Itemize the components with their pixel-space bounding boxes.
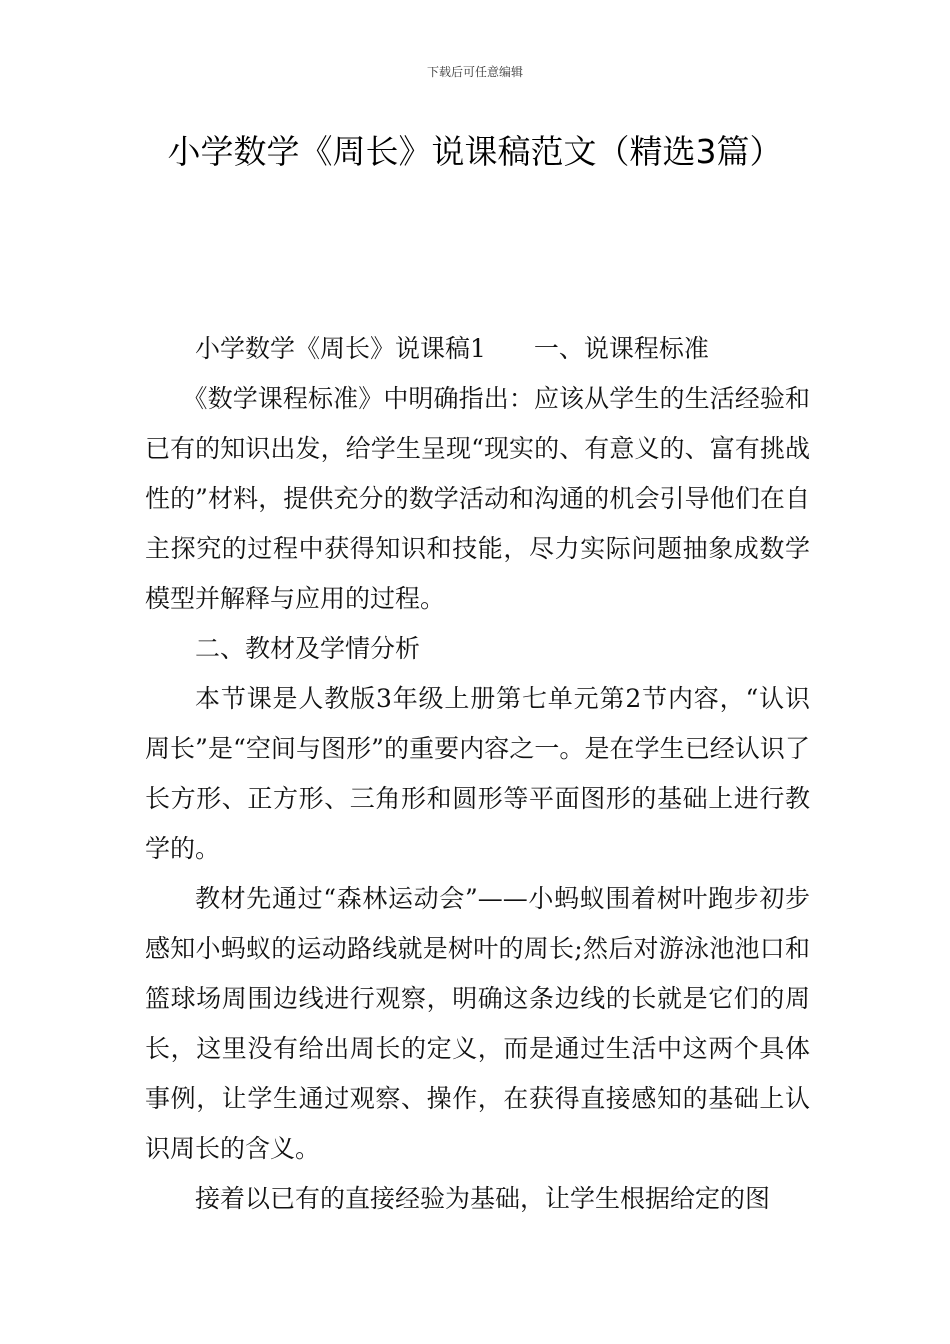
- paragraph: 接着以已有的直接经验为基础，让学生根据给定的图: [195, 1184, 771, 1213]
- section-heading-line: [145, 324, 810, 374]
- paragraph: 教材先通过“森林运动会”——小蚂蚁围着树叶跑步初步感知小蚂蚁的运动路线就是树叶的周长;然后对游泳池池口和篮球场周围边线进行观察，明确这条边线的长就是它们的周长，这里没有给出周长的定义，而是通过生活中这两个具体事例，让学生通过观察、操作，在获得直接感知的基础上认识周长的含义。: [145, 884, 810, 1163]
- subsection-heading: 二、教材及学情分析: [195, 634, 421, 663]
- section1-heading: 小学数学《周长》说课稿1: [195, 334, 486, 363]
- document-body: [145, 324, 810, 1224]
- subsection1-heading: 一、说课程标准: [533, 334, 709, 363]
- paragraph: 本节课是人教版3年级上册第七单元第2节内容，“认识周长”是“空间与图形”的重要内容之一。是在学生已经认识了长方形、正方形、三角形和圆形等平面图形的基础上进行教学的。: [145, 684, 810, 863]
- header-note: 下载后可任意编辑: [426, 65, 523, 79]
- document-title: 小学数学《周长》说课稿范文（精选3篇）: [167, 132, 783, 171]
- paragraph: 《数学课程标准》中明确指出：应该从学生的生活经验和已有的知识出发，给学生呈现“现实的、有意义的、富有挑战性的”材料，提供充分的数学活动和沟通的机会引导他们在自主探究的过程中获得知识和技能，尽力实际问题抽象成数学模型并解释与应用的过程。: [145, 384, 810, 613]
